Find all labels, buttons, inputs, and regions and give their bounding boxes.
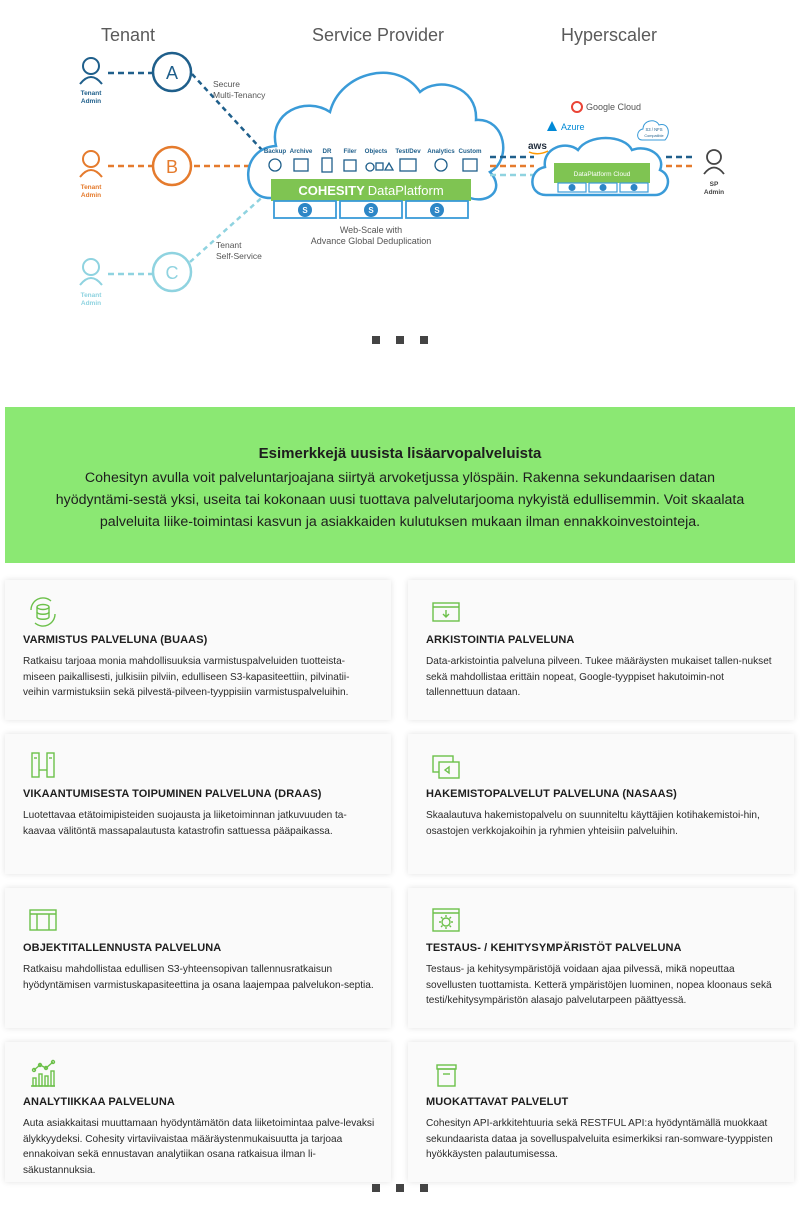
card-title: ARKISTOINTIA PALVELUNA bbox=[426, 634, 575, 646]
service-card-archive bbox=[408, 580, 794, 720]
carousel-dot[interactable] bbox=[420, 1184, 428, 1192]
dataplatform-label: COHESITY DataPlatform bbox=[298, 183, 444, 198]
archive-icon bbox=[430, 596, 462, 628]
card-text: Skaalautuva hakemistopalvelu on suunniteltu käyttäjien kotihakemistoi-hin, osastojen verkkojakoihin ja ryhmien yhteisiin palveluihin. bbox=[426, 810, 760, 837]
svg-text:Google Cloud: Google Cloud bbox=[586, 102, 642, 112]
card-text: Auta asiakkaitasi muuttamaan hyödyntämätön data liiketoimintaa palve-levaksi älykkyydeksi. Cohesity virtaviivaistaa määräystenmukaisuutta ja tarjoaa ennakoivan sekä ennustavan analytiikan osana ratkaisua ilman li-säkustannuksia. bbox=[23, 1118, 375, 1176]
svg-text:Test/Dev: Test/Dev bbox=[395, 148, 421, 155]
gear-window-icon bbox=[430, 904, 462, 936]
carousel-dot[interactable] bbox=[396, 1184, 404, 1192]
carousel-dots-top bbox=[0, 331, 800, 341]
svg-text:Azure: Azure bbox=[561, 122, 585, 132]
carousel-dot[interactable] bbox=[420, 336, 428, 344]
svg-text:Admin: Admin bbox=[80, 300, 102, 307]
database-sync-icon bbox=[27, 596, 59, 628]
secure-multi-tenancy-label: Secure Multi-Tenancy bbox=[213, 79, 266, 100]
svg-text:Compatible: Compatible bbox=[644, 134, 664, 138]
svg-text:Objects: Objects bbox=[364, 148, 388, 155]
svg-text:S: S bbox=[302, 206, 308, 215]
card-title: MUOKATTAVAT PALVELUT bbox=[426, 1096, 569, 1108]
sp-admin bbox=[704, 150, 724, 196]
card-title: VIKAANTUMISESTA TOIPUMINEN PALVELUNA (DRAAS) bbox=[23, 788, 322, 800]
server-pair-icon bbox=[27, 750, 59, 782]
card-text: Luotettavaa etätoimipisteiden suojausta ja liiketoiminnan jatkuvuuden ta-kaavaa välitöntä massapalautusta katastrofin sattuessa pääpaikassa. bbox=[23, 810, 347, 837]
svg-text:DR: DR bbox=[322, 148, 332, 155]
column-header-provider: Service Provider bbox=[311, 25, 445, 45]
svg-text:Tenant: Tenant bbox=[80, 184, 102, 191]
svg-text:Filer: Filer bbox=[343, 148, 357, 155]
carousel-dots-bottom bbox=[0, 1179, 800, 1189]
svg-text:Analytics: Analytics bbox=[427, 148, 455, 155]
card-title: OBJEKTITALLENNUSTA PALVELUNA bbox=[23, 942, 222, 954]
banner-text: Cohesityn avulla voit palveluntarjoajana siirtyä arvoketjussa ylöspäin. Rakenna sekundaarisen datan hyödyntämi-sestä yksi, useita tai kokonaan uusi tuottava palvelutarjooma nykyistä edullisemmin. Voit skaalata palveluita liike-toimintasi kasvun ja asiakkaiden kulutuksen mukaan ilman ennakkoinvestointeja. bbox=[55, 470, 745, 530]
column-header-hyperscaler: Hyperscaler bbox=[560, 25, 658, 45]
cluster-nodes bbox=[274, 201, 468, 218]
card-text: Cohesityn API-arkkitehtuuria sekä RESTFUL API:a hyödyntämällä muokkaat sekundaarista dataa ja sovelluspalveluita esimerkiksi ran-somware-tyyppisten hyökkäysten palautumisessa. bbox=[426, 1118, 773, 1160]
google-cloud-logo bbox=[572, 102, 641, 112]
service-card-nasaas bbox=[408, 734, 794, 874]
value-added-services-banner bbox=[5, 407, 795, 563]
file-share-icon bbox=[430, 750, 462, 782]
object-storage-icon bbox=[27, 904, 59, 936]
tenant-a bbox=[80, 53, 191, 105]
svg-text:S3 / NFS: S3 / NFS bbox=[645, 127, 663, 132]
svg-text:Custom: Custom bbox=[458, 148, 482, 155]
dataplatform-caption: Web-Scale with Advance Global Deduplication bbox=[310, 225, 432, 246]
svg-text:aws: aws bbox=[528, 141, 547, 152]
carousel-dot[interactable] bbox=[372, 1184, 380, 1192]
azure-logo bbox=[547, 121, 585, 132]
card-title: HAKEMISTOPALVELUT PALVELUNA (NASAAS) bbox=[426, 788, 677, 800]
svg-text:Backup: Backup bbox=[263, 148, 287, 155]
svg-text:Archive: Archive bbox=[289, 148, 313, 155]
card-text: Data-arkistointia palveluna pilveen. Tukee määräysten mukaiset tallen-nukset sekä mahdollistaa erittäin nopeat, Google-tyyppiset hakutoimin-not tallennettuun dataan. bbox=[426, 656, 772, 698]
service-card-analytics bbox=[5, 1042, 391, 1182]
carousel-dot[interactable] bbox=[396, 336, 404, 344]
service-card-object-storage bbox=[5, 888, 391, 1028]
tenant-b bbox=[80, 147, 191, 199]
carousel-dot[interactable] bbox=[372, 336, 380, 344]
s3-compatible-cloud-logo bbox=[638, 121, 669, 140]
tenant-b-letter: B bbox=[165, 157, 179, 177]
aws-logo bbox=[528, 141, 548, 154]
box-icon bbox=[430, 1058, 462, 1090]
service-provider-diagram bbox=[0, 0, 800, 310]
tenant-self-service-label: Tenant Self-Service bbox=[216, 240, 262, 261]
tenant-c bbox=[80, 253, 191, 307]
card-text: Ratkaisu tarjoaa monia mahdollisuuksia varmistuspalveluiden tuotteista-miseen paikallisesti, julkisiin pilviin, edulliseen S3-kapasiteettiin, pilvinatii-veihin varmistuksiin sekä pilvestä-pilveen-tyyppisiin varmistuspalveluihin. bbox=[23, 656, 350, 698]
service-icons-row bbox=[264, 148, 482, 155]
svg-text:S: S bbox=[434, 206, 440, 215]
svg-text:Admin: Admin bbox=[703, 189, 725, 196]
svg-text:SP: SP bbox=[709, 181, 719, 188]
svg-text:Admin: Admin bbox=[80, 192, 102, 199]
service-card-backup bbox=[5, 580, 391, 720]
service-card-custom bbox=[408, 1042, 794, 1182]
tenant-c-letter: C bbox=[165, 263, 179, 283]
card-text: Ratkaisu mahdollistaa edullisen S3-yhteensopivan tallennusratkaisun hyödyntämisen varmistuskapasiteettina ja osana laajempaa palvelukon-septia. bbox=[23, 964, 374, 991]
card-title: VARMISTUS PALVELUNA (BUAAS) bbox=[23, 634, 208, 646]
service-card-test-dev bbox=[408, 888, 794, 1028]
service-card-draas bbox=[5, 734, 391, 874]
tenant-a-letter: A bbox=[165, 63, 179, 83]
cloud-edition-nodes bbox=[558, 183, 648, 192]
card-title: ANALYTIIKKAA PALVELUNA bbox=[23, 1096, 175, 1108]
analytics-chart-icon bbox=[27, 1058, 59, 1090]
svg-text:S: S bbox=[368, 206, 374, 215]
card-text: Testaus- ja kehitysympäristöjä voidaan ajaa pilvessä, mikä nopeuttaa sovellusten tuottamista. Ketterä ympäristöjen luominen, nopea kloonaus sekä testi/kehitysympäristön alasajo palvelutarpeen päättyessä. bbox=[426, 964, 772, 1006]
banner-title: Esimerkkejä uusista lisäarvopalveluista bbox=[258, 445, 542, 462]
svg-text:Admin: Admin bbox=[80, 98, 102, 105]
column-header-tenant: Tenant bbox=[100, 25, 156, 45]
tenant-a-admin-label: Tenant bbox=[80, 90, 102, 97]
svg-text:Tenant: Tenant bbox=[80, 292, 102, 299]
cloud-edition-label: DataPlatform Cloud bbox=[573, 171, 631, 178]
card-title: TESTAUS- / KEHITYSYMPÄRISTÖT PALVELUNA bbox=[426, 942, 682, 954]
